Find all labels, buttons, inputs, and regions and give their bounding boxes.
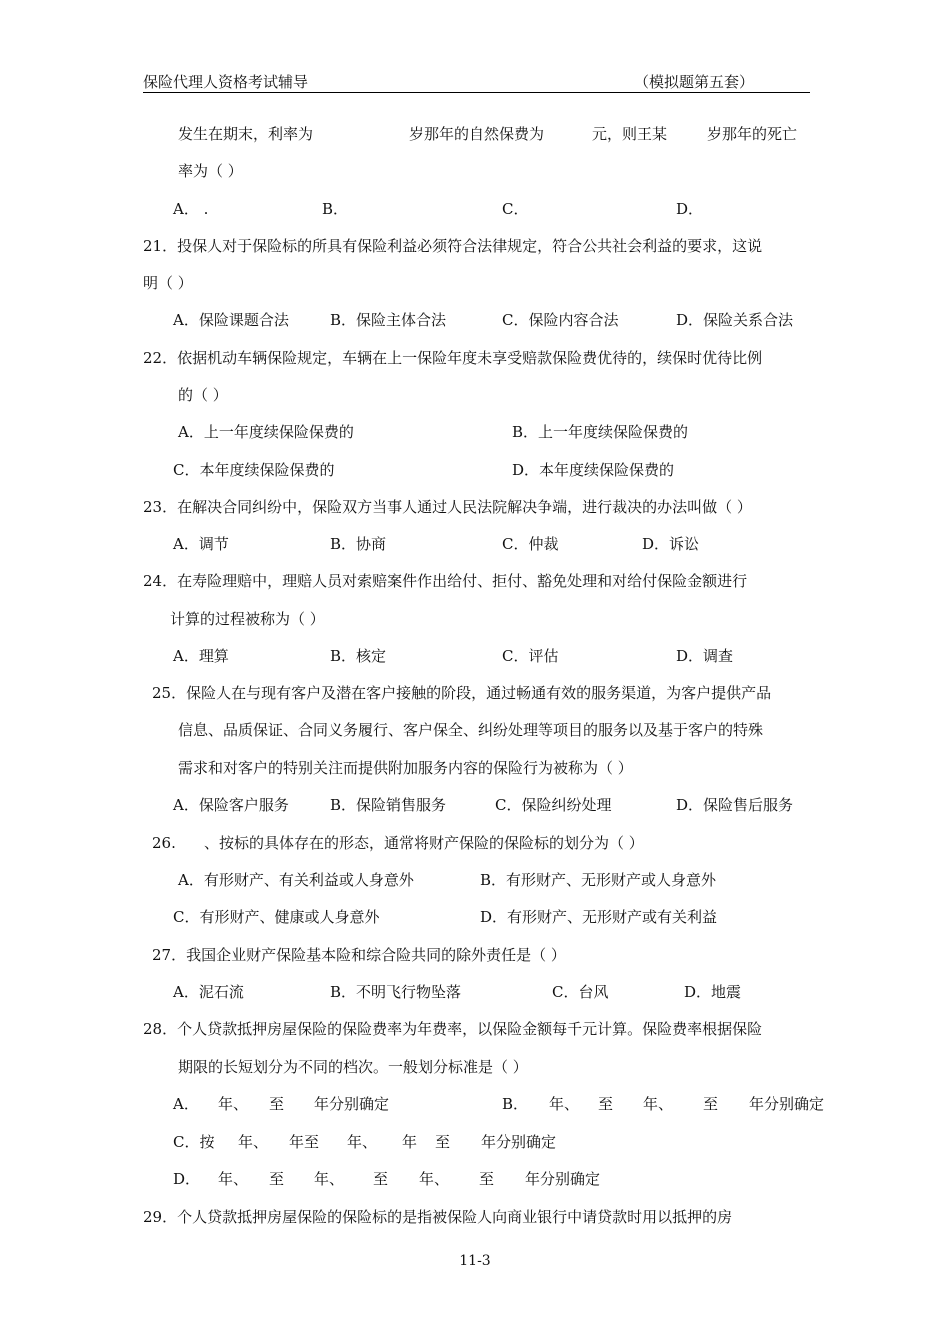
question-stem: 计算的过程被称为（ ）: [170, 610, 325, 628]
option-fragment: 年、: [347, 1133, 378, 1151]
option-fragment: 年至: [289, 1133, 320, 1151]
stem-fragment: 岁那年的自然保费为: [409, 125, 545, 143]
question-stem: 的（ ）: [178, 386, 228, 404]
option-b: B．协商: [330, 535, 387, 553]
option-d: D．保险售后服务: [676, 796, 794, 814]
question-stem: 28．个人贷款抵押房屋保险的保险费率为年费率，以保险金额每千元计算。保险费率根据保险: [143, 1020, 763, 1038]
option-fragment: 年、: [218, 1170, 249, 1188]
option-fragment: B．: [502, 1095, 529, 1113]
option-c: C．本年度续保险保费的: [173, 461, 335, 479]
option-c: C．: [502, 200, 529, 218]
option-d: D．保险关系合法: [676, 311, 794, 329]
option-c: C．评估: [502, 647, 559, 665]
option-b: B．保险主体合法: [330, 311, 447, 329]
question-stem: 率为（ ）: [178, 162, 243, 180]
option-b: B．保险销售服务: [330, 796, 447, 814]
option-a: A．上一年度续保险保费的: [178, 423, 354, 441]
option-a: A．保险客户服务: [173, 796, 289, 814]
option-a: A．泥石流: [173, 983, 244, 1001]
option-fragment: 至: [703, 1095, 719, 1113]
option-fragment: 至: [269, 1170, 285, 1188]
option-fragment: D．: [173, 1170, 201, 1188]
option-fragment: C．按: [173, 1133, 215, 1151]
question-stem: 明（ ）: [143, 274, 193, 292]
question-stem: 21．投保人对于保险标的所具有保险利益必须符合法律规定，符合公共社会利益的要求，这说: [143, 237, 763, 255]
question-stem: 期限的长短划分为不同的档次。一般划分标准是（ ）: [178, 1058, 528, 1076]
option-fragment: 年、: [238, 1133, 269, 1151]
option-d: D．诉讼: [642, 535, 700, 553]
header-rule: [143, 92, 810, 93]
option-d: D．本年度续保险保费的: [512, 461, 675, 479]
stem-fragment: 发生在期末，利率为: [178, 125, 314, 143]
stem-fragment: 岁那年的死亡: [707, 125, 798, 143]
option-b: B．: [322, 200, 349, 218]
option-b: B．上一年度续保险保费的: [512, 423, 689, 441]
option-c: C．台风: [552, 983, 609, 1001]
question-stem: 25．保险人在与现有客户及潜在客户接触的阶段，通过畅通有效的服务渠道，为客户提供产品: [152, 684, 772, 702]
option-c: C．保险内容合法: [502, 311, 619, 329]
running-header-left: 保险代理人资格考试辅导: [143, 73, 309, 91]
option-fragment: 年、: [419, 1170, 450, 1188]
stem-fragment: 元，则王某: [592, 125, 668, 143]
option-a: A．有形财产、有关利益或人身意外: [178, 871, 414, 889]
option-fragment: 年: [402, 1133, 418, 1151]
question-stem: 23．在解决合同纠纷中，保险双方当事人通过人民法院解决争端，进行裁决的办法叫做（ ）: [143, 498, 752, 516]
question-number: 26.: [152, 834, 176, 852]
option-a: A． .: [173, 200, 209, 218]
option-fragment: 年分别确定: [525, 1170, 601, 1188]
question-stem: 29．个人贷款抵押房屋保险的保险标的是指被保险人向商业银行中请贷款时用以抵押的房: [143, 1208, 733, 1226]
option-a: A．理算: [173, 647, 229, 665]
option-fragment: 年、: [218, 1095, 249, 1113]
option-fragment: 至: [435, 1133, 451, 1151]
option-fragment: 至: [269, 1095, 285, 1113]
option-d: D．调查: [676, 647, 734, 665]
option-d: D．地震: [684, 983, 742, 1001]
option-b: B．核定: [330, 647, 387, 665]
option-a: A．保险课题合法: [173, 311, 289, 329]
option-c: C．仲裁: [502, 535, 559, 553]
option-d: D．: [676, 200, 704, 218]
question-stem: 信息、品质保证、合同义务履行、客户保全、纠纷处理等项目的服务以及基于客户的特殊: [178, 721, 764, 739]
option-fragment: 至: [479, 1170, 495, 1188]
question-stem: 需求和对客户的特别关注而提供附加服务内容的保险行为被称为（ ）: [178, 759, 633, 777]
option-fragment: 年、: [314, 1170, 345, 1188]
option-fragment: 年、: [643, 1095, 674, 1113]
option-b: B．有形财产、无形财产或人身意外: [480, 871, 717, 889]
option-c: C．有形财产、健康或人身意外: [173, 908, 380, 926]
option-d: D．有形财产、无形财产或有关利益: [480, 908, 718, 926]
option-fragment: 至: [598, 1095, 614, 1113]
option-fragment: 至: [373, 1170, 389, 1188]
question-stem: 、按标的具体存在的形态，通常将财产保险的保险标的划分为（ ）: [204, 834, 644, 852]
page-number: 11-3: [459, 1253, 491, 1269]
question-stem: 27．我国企业财产保险基本险和综合险共同的除外责任是（ ）: [152, 946, 566, 964]
option-fragment: 年分别确定: [749, 1095, 825, 1113]
option-a: A．调节: [173, 535, 229, 553]
option-fragment: 年分别确定: [314, 1095, 390, 1113]
question-stem: 24．在寿险理赔中，理赔人员对索赔案件作出给付、拒付、豁免处理和对给付保险金额进行: [143, 572, 748, 590]
option-fragment: 年、: [549, 1095, 580, 1113]
option-b: B．不明飞行物坠落: [330, 983, 462, 1001]
option-c: C．保险纠纷处理: [495, 796, 612, 814]
option-fragment: A．: [173, 1095, 199, 1113]
option-fragment: 年分别确定: [481, 1133, 557, 1151]
question-stem: 22．依据机动车辆保险规定，车辆在上一保险年度未享受赔款保险费优待的，续保时优待比例: [143, 349, 763, 367]
running-header-right: （模拟题第五套）: [634, 73, 755, 91]
